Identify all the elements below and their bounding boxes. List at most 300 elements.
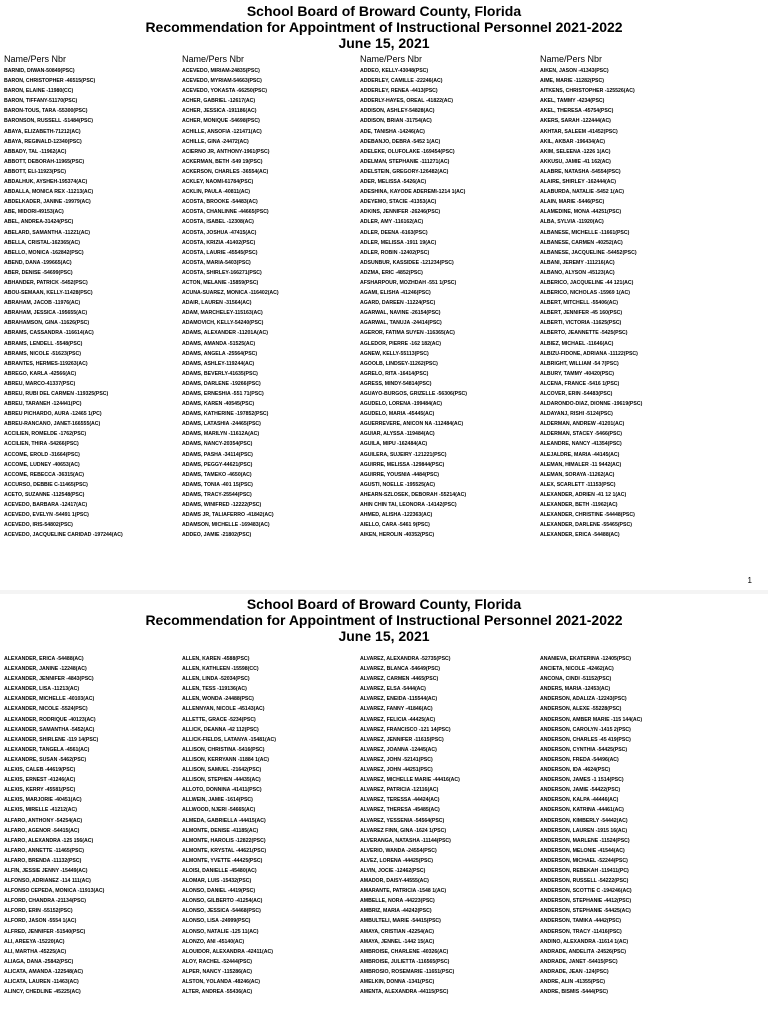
list-item: AMARANTE, PATRICIA -1548 1(AC) (360, 888, 447, 895)
list-item: ANDERSON, MICHAEL -52244(PSC) (540, 857, 628, 864)
list-item: ACOSTA, MARIA-5403(PSC) (182, 259, 251, 266)
list-item: AGNEW, KELLY-55113(PSC) (360, 350, 429, 357)
list-item: ADDISON, BRIAN -31754(AC) (360, 118, 432, 125)
list-item: ALONZO, ANI -45140(AC) (182, 938, 245, 945)
list-item: ALEJALDRE, MARIA -44145(AC) (540, 451, 620, 458)
list-item: ACHER, MONIQUE -54698(PSC) (182, 118, 260, 125)
list-item: ALMONTE, HAROLIS -12822(PSC) (182, 837, 266, 844)
list-item: ABRAHAM, JESSICA -195655(AC) (4, 310, 88, 317)
list-item: ADAIR, LAUREN -31564(AC) (182, 300, 252, 307)
list-item: ACKLEY, NAOMI-61784(PSC) (182, 179, 254, 186)
list-item: ABOU-SEMAAN, KELLY-11428(PSC) (4, 290, 93, 297)
list-item: AMBROISE, CHARLENE -40326(AC) (360, 948, 449, 955)
list-item: ALVAREZ, ALEXANDRA -52735(PSC) (360, 656, 451, 662)
name-column (4, 654, 184, 997)
list-item: ADZMA, ERIC -4852(PSC) (360, 269, 423, 276)
list-item: AIKEN, HEROLIN -40352(PSC) (360, 532, 435, 539)
list-item: AIME, MARIE -11282(PSC) (540, 78, 604, 85)
list-item: ANDERSON, CAROLYN -1415 2(PSC) (540, 726, 631, 733)
document-date: June 15, 2021 (338, 628, 430, 644)
list-item: ALI, MARTHA -45225(AC) (4, 948, 67, 955)
list-item: ALFARO, ALEXANDRA -125 156(AC) (4, 837, 94, 844)
list-item: ALVAREZ, JOHN -52141(PSC) (360, 756, 433, 763)
list-item: ABHANDER, PATRICK -5452(PSC) (4, 279, 88, 286)
list-item: ALOUIDOR, ALEXANDRA -42411(AC) (182, 948, 273, 955)
list-item: ACKLIN, PAULA -40811(AC) (182, 189, 251, 196)
column-headers (0, 54, 768, 66)
list-item: ALONSO, JESSICA -54468(PSC) (182, 908, 261, 915)
list-item: ANDERSON, JAMIE -54422(PSC) (540, 787, 621, 794)
name-column (4, 66, 184, 540)
list-item: ACOSTA, ISABEL -12308(AC) (182, 219, 254, 226)
list-item: ALLICK-FIELDS, LATANYA -15481(AC) (182, 736, 276, 743)
list-item: ADAMS, PEGGY-44621(PSC) (182, 461, 253, 468)
list-item: ANDRE, BISMIS -5444(PSC) (540, 989, 609, 996)
list-item: ALEANDRE, NANCY -41354(PSC) (540, 441, 622, 448)
list-item: ANDERSON, CHARLES -45 419(PSC) (540, 736, 631, 743)
name-column (360, 654, 540, 997)
list-item: ALLEN, KATHLEEN -15598(CC) (182, 666, 259, 673)
list-item: BARON, ELAINE -11980(CC) (4, 88, 74, 95)
list-item: ANDERSON, ALEXE -55228(PSC) (540, 706, 622, 713)
name-column (540, 654, 720, 997)
list-item: ALBANI, JEREMY -111216(AC) (540, 259, 615, 266)
list-item: ALMONTE, KRYSTAL -44621(PSC) (182, 847, 267, 854)
list-item: ALEXANDER, DARLENE -55465(PSC) (540, 522, 632, 529)
list-item: ABDALHUK, AYSHEH-195374(AC) (4, 179, 88, 186)
list-item: ACOSTA, CHANLINNE -44665(PSC) (182, 209, 269, 216)
board-name: School Board of Broward County, Florida (246, 596, 522, 612)
column-header: Name/Pers Nbr (360, 54, 423, 64)
list-item: ALEXIS, MARJORIE -40451(AC) (4, 797, 82, 804)
list-item: AGOOLB, LINDSEY-11262(PSC) (360, 360, 438, 367)
list-item: ALVAREZ, JOHN -44251(PSC) (360, 767, 433, 774)
list-item: ACCOME, EROLD -31664(PSC) (4, 451, 80, 458)
list-item: ANDERSON, STEPHANIE -54425(AC) (540, 908, 631, 915)
list-item: AMADOR, DAISY-44555(AC) (360, 878, 429, 885)
list-item: ACOSTA, KRIZIA -41402(PSC) (182, 239, 256, 246)
list-item: ALLICK, DEANNA -42 112(PSC) (182, 726, 259, 733)
list-item: ACEVEDO, IRIS-54802(PSC) (4, 522, 73, 529)
list-item: ANDERSON, FREDA -54496(AC) (540, 756, 619, 763)
list-item: ANDERSON, KIMBERLY -54442(AC) (540, 817, 628, 824)
list-item: ALONSO, GILBERTO -41254(AC) (182, 898, 263, 905)
list-item: ALINCY, CHEDLINE -45225(AC) (4, 989, 81, 996)
document-title: Recommendation for Appointment of Instructional Personnel 2021-2022 (145, 19, 623, 35)
list-item: ALBERT, JENNIFER -45 160(PSC) (540, 310, 623, 317)
list-item: AGEROR, FATIMA SUYEN -116365(AC) (360, 330, 455, 337)
list-item: ABAYA, REGINALD-12340(PSC) (4, 138, 82, 145)
list-item: ALEXIS, KERRY -45581(PSC) (4, 787, 76, 794)
list-item: AITKENS, CHRISTOPHER -125526(AC) (540, 88, 635, 95)
list-item: ANDINO, ALEXANDRA -11614 1(AC) (540, 938, 629, 945)
list-item: ALVEZ, LORENA -44425(PSC) (360, 857, 433, 864)
list-item: ALFIN, JESSIE JENNY -15449(AC) (4, 867, 88, 874)
list-item: ADAMS, WINIFRED -12222(PSC) (182, 502, 262, 509)
list-item: ADKINS, JENNIFER -26246(PSC) (360, 209, 441, 216)
list-item: AGUIAR, ALYSSA -119484(AC) (360, 431, 435, 438)
list-item: ADLER, MELISSA -1911 19(AC) (360, 239, 437, 246)
list-item: ALOY, RACHEL -52444(PSC) (182, 958, 252, 965)
list-item: ABREGO, KARLA -42566(AC) (4, 370, 77, 377)
list-item: AGUIRRE, MELISSA -129844(PSC) (360, 461, 445, 468)
list-item: ALEXANDER, LISA -11213(AC) (4, 686, 80, 693)
list-item: ACHER, JESSICA -191186(AC) (182, 108, 257, 115)
list-item: ALBIZU-FIDONE, ADRIANA -11122(PSC) (540, 350, 638, 357)
list-item: AHMED, ALISHA -122363(AC) (360, 512, 433, 519)
list-item: ALBANESE, CARMEN -40252(AC) (540, 239, 623, 246)
list-item: ALICATA, AMANDA -122548(AC) (4, 968, 83, 975)
list-item: ALVAREZ, ENEIDA -115544(AC) (360, 696, 438, 703)
list-item: ALOMAR, LUIS -15432(PSC) (182, 878, 252, 885)
list-item: ANDRADE, ANDELITA -24526(PSC) (540, 948, 626, 955)
list-item: ALDERMAN, ANDREW -41201(AC) (540, 421, 625, 428)
list-item: ALEX, SCARLETT -11153(PSC) (540, 481, 616, 488)
list-item: ALVAREZ, YESSENIA -54564(PSC) (360, 817, 445, 824)
list-item: ALFRED, JENNIFER -51540(PSC) (4, 928, 86, 935)
list-item: ABRAMS, NICOLE -51623(PSC) (4, 350, 81, 357)
list-item: ALIAGA, DANA -25842(PSC) (4, 958, 74, 965)
list-item: ALVERIO, WANDA -24554(PSC) (360, 847, 437, 854)
list-item: AMELKIN, DONNA -1341(PSC) (360, 979, 435, 985)
list-item: ALOISI, DANIELLE -45480(AC) (182, 867, 257, 874)
list-item: ACOSTA, LAURIE -45545(PSC) (182, 249, 258, 256)
list-item: ALVERANGA, NATASHA -11144(PSC) (360, 837, 451, 844)
list-item: ACCILIEN, ROMELDE -1762(PSC) (4, 431, 87, 438)
page-title-block (0, 0, 768, 51)
list-item: ABRAHAM, JACOB -11976(AC) (4, 300, 81, 307)
list-item: ALFARO, ANTHONY -54254(AC) (4, 817, 83, 824)
list-item: ALABURDA, NATALIE -5452 1(AC) (540, 189, 624, 196)
list-item: ABBADY, TAL -11962(AC) (4, 148, 67, 155)
list-item: AKIL, AKBAR -196434(AC) (540, 138, 605, 145)
list-item: ANDRADE, JEAN -124(PSC) (540, 968, 609, 975)
list-item: AGRELO, RITA -16414(PSC) (360, 370, 429, 377)
list-item: ALEXANDER, TANGELA -4561(AC) (4, 746, 90, 753)
list-item: ALVIN, JOCIE -12462(PSC) (360, 867, 426, 874)
list-item: AGUDELO, MARIA -45445(AC) (360, 411, 435, 418)
column-header: Name/Pers Nbr (4, 54, 67, 64)
list-item: ALEXANDER, RODRIQUE -40123(AC) (4, 716, 96, 723)
list-item: ALLOTO, DONNINA -41411(PSC) (182, 787, 262, 794)
list-item: ALEXANDER, NICOLE -5524(PSC) (4, 706, 88, 713)
list-item: ALEMAN, SORAYA -11262(AC) (540, 471, 615, 478)
list-item: ALONSO, DANIEL -4419(PSC) (182, 888, 256, 895)
list-item: ALI, AREEYA -15220(AC) (4, 938, 65, 945)
list-item: ALAIRE, SHIRLEY -162444(AC) (540, 179, 617, 186)
list-item: ADAMS, TONIA -401 15(PSC) (182, 481, 253, 488)
name-column (182, 66, 362, 540)
list-item: ABRANTES, HERMES-119263(AC) (4, 360, 88, 367)
list-item: ABREU, TARANEH -124441(PC) (4, 401, 82, 408)
list-item: ALONSO, LISA -24999(PSC) (182, 918, 251, 925)
list-item: ALEXIS, CALEB -44619(PSC) (4, 767, 76, 774)
list-item: ABE, MIDORI-49153(AC) (4, 209, 64, 216)
list-item: ALVAREZ, CARMEN -4465(PSC) (360, 676, 439, 683)
list-item: AIELLO, CARA -5461 9(PSC) (360, 522, 430, 529)
list-item: ALVAREZ, FELICIA -44425(AC) (360, 716, 436, 723)
list-item: ACHILLE, GINA -24472(AC) (182, 138, 249, 145)
list-item: ALMONTE, YVETTE -44425(PSC) (182, 857, 263, 864)
list-item: ALEXANDER, CHRISTINE -54448(PSC) (540, 512, 635, 519)
list-item: ADDERLEY, CAMILLE -22246(AC) (360, 78, 443, 85)
list-item: ACCOME, REBECCA -36315(AC) (4, 471, 84, 478)
list-item: ADDEO, KELLY-43048(PSC) (360, 68, 429, 74)
list-item: AGLEDOR, PIERRE -162 182(AC) (360, 340, 442, 347)
list-item: ALVAREZ, FRANCISCO -121 14(PSC) (360, 726, 451, 733)
list-item: ACOSTA, SHIRLEY-166271(PSC) (182, 269, 262, 276)
list-item: AGUIRRE, YOUSNIA -4484(PSC) (360, 471, 439, 478)
list-item: ACETO, SUZANNE -112548(PSC) (4, 491, 85, 498)
list-item: ALEXANDER, SAMANTHA -5452(AC) (4, 726, 95, 733)
list-item: ALFORD, ERIN -55152(PSC) (4, 908, 73, 915)
list-item: AGUSTI, NOELLE -195525(AC) (360, 481, 435, 488)
list-item: AGARWAL, NAVINE -26154(PSC) (360, 310, 441, 317)
list-item: ALLISON, SAMUEL -21642(PSC) (182, 767, 262, 774)
list-item: ADAMS, TRACY-25544(PSC) (182, 491, 252, 498)
name-column (360, 66, 540, 540)
list-item: ALEXANDER, BETH -11962(AC) (540, 502, 618, 509)
list-item: AMBROSIO, ROSEMARIE -11651(PSC) (360, 968, 455, 975)
list-item: ALBERICO, JACQUELINE -44 121(AC) (540, 279, 634, 286)
list-item: ACEVEDO, MYRIAM-54663(PSC) (182, 78, 262, 85)
list-item: AHEARN-SZLOSEK, DEBORAH -55214(AC) (360, 491, 467, 498)
list-item: AIKEN, JASON -41343(PSC) (540, 68, 609, 74)
board-name: School Board of Broward County, Florida (246, 3, 522, 19)
list-item: AGAMI, ELISHA -41246(PSC) (360, 290, 431, 297)
list-item: ACOSTA, BROOKE -54483(AC) (182, 199, 258, 206)
list-item: ADLER, DEENA -6163(PSC) (360, 229, 428, 236)
list-item: ALFORD, CHANDRA -21134(PSC) (4, 898, 86, 905)
list-item: ALVAREZ, FANNY -41846(AC) (360, 706, 433, 713)
list-item: AGUAYO-BURGOS, GRIZELLE -56306(PSC) (360, 391, 468, 397)
list-item: ALABRE, NATASHA -54554(PSC) (540, 168, 621, 175)
list-item: AMAYA, CRISTIAN -42254(AC) (360, 928, 434, 935)
list-item: ALLEN, LINDA -52034(PSC) (182, 676, 250, 683)
list-item: ALVAREZ, ELSA -5444(AC) (360, 686, 426, 693)
list-item: ALONSO, NATALIE -125 11(AC) (182, 928, 259, 935)
list-item: ADAMS, ALEXANDER -11201A(AC) (182, 330, 268, 337)
document-title: Recommendation for Appointment of Instructional Personnel 2021-2022 (145, 612, 623, 628)
list-item: ANDERSON, KATRINA -44461(AC) (540, 807, 624, 814)
list-item: ABER, DENISE -54699(PSC) (4, 269, 73, 276)
list-item: ADER, MELISSA -5426(AC) (360, 179, 427, 186)
list-item: ADE, TANISHA -14246(AC) (360, 128, 425, 135)
list-item: ALEXANDER, MICHELLE -40103(AC) (4, 696, 95, 703)
list-item: ALBANO, ALYSON -45123(AC) (540, 269, 615, 276)
list-item: ALVAREZ, BLANCA -54649(PSC) (360, 666, 441, 673)
list-item: ANDERSON, SCOTTIE C -194246(AC) (540, 888, 632, 895)
list-item: ANDERSON, IDA -4624(PSC) (540, 767, 611, 774)
list-item: ALLWEIN, JAMIE -1614(PSC) (182, 797, 253, 804)
list-item: ANDERSON, KALPA -44446(AC) (540, 797, 619, 804)
column-header: Name/Pers Nbr (540, 54, 603, 64)
list-item: ALSTON, YOLANDA -48246(AC) (182, 979, 261, 985)
list-item: ACHILLE, ANSOFIA -121471(AC) (182, 128, 262, 135)
list-item: AGUILA, MIPU -162484(AC) (360, 441, 428, 448)
list-item: ABBOTT, ELI-11923(PSC) (4, 168, 66, 175)
list-item: ALBERTI, VICTORIA -11625(PSC) (540, 320, 622, 327)
list-item: ADAMS, ASHLEY-119244(AC) (182, 360, 255, 367)
list-item: ADAMS, ERNESHIA -551 71(PSC) (182, 391, 264, 397)
list-item: ABRAHAMSON, GINA -11626(PSC) (4, 320, 90, 327)
list-item: ADELSTEIN, GREGORY-126482(AC) (360, 168, 449, 175)
list-item: ALEXANDER, JENNIFER -4843(PSC) (4, 676, 94, 683)
list-item: ALVAREZ, JENNIFER -11615(PSC) (360, 736, 444, 743)
list-item: ADAMS, NANCY-20354(PSC) (182, 441, 253, 448)
list-item: ALLEN, TESS -119136(AC) (182, 686, 247, 693)
list-item: ABEL, ANDREA-31424(PSC) (4, 219, 74, 226)
list-item: ANDRE, ALIN -41355(PSC) (540, 979, 605, 985)
list-item: ALLWOOD, NJERI -54665(AC) (182, 807, 256, 814)
list-item: ALDERMAN, STACEY -5466(PSC) (540, 431, 622, 438)
list-item: ALAIN, MARIE -5446(PSC) (540, 199, 605, 206)
list-item: AFSHARPOUR, MOZHDAH -551 1(PSC) (360, 279, 457, 286)
list-item: ALTER, ANDREA -55436(AC) (182, 989, 253, 996)
list-item: ALFARO, BRENDA -11132(PSC) (4, 857, 82, 864)
list-item: ALBERICO, NICHOLAS -15969 1(AC) (540, 290, 630, 297)
list-item: ANDERSON, RUSSELL -54222(PSC) (540, 878, 629, 885)
list-item: ADELMAN, STEPHANIE -111271(AC) (360, 158, 450, 165)
list-item: ACCURSO, DEBBIE C-11465(PSC) (4, 481, 88, 488)
list-item: ADAMOVICH, KELLY-54240(PSC) (182, 320, 264, 327)
list-item: ALVAREZ FINN, GINA -1624 1(PSC) (360, 827, 447, 834)
list-item: ACEVEDO, JACQUELINE CARIDAD -197244(AC) (4, 532, 123, 539)
list-item: ALFONSO CEPEDA, MONICA -11913(AC) (4, 888, 105, 895)
list-item: ADEYEMO, STACIE -41353(AC) (360, 199, 437, 206)
list-item: ALBERT, MITCHELL -55406(AC) (540, 300, 619, 307)
list-item: ANCIETA, NICOLE -42462(AC) (540, 666, 614, 673)
list-item: AKKUSU, JAMIE -41 162(AC) (540, 158, 611, 165)
name-column (540, 66, 720, 540)
list-item: ANDERSON, CYNTHIA -54425(PSC) (540, 746, 628, 753)
list-item: ALEXIS, MIRELLE -41212(AC) (4, 807, 77, 814)
list-item: BARON, TIFFANY-51170(PSC) (4, 98, 78, 105)
list-item: ABREU, RUBI DEL CARMEN -119325(PSC) (4, 391, 109, 397)
list-item: AMENTA, ALEXANDRA -44115(PSC) (360, 989, 449, 996)
list-item: AGUDELO, LORENA -199484(AC) (360, 401, 442, 408)
list-item: ALVAREZ, PATRICIA -12116(AC) (360, 787, 439, 794)
list-item: ACEVEDO, EVELYN -54491 1(PSC) (4, 512, 89, 519)
list-item: ABELARD, SAMANTHA -11221(AC) (4, 229, 90, 236)
list-item: ALFARO, ANNETTE -11465(PSC) (4, 847, 84, 854)
list-item: AMBRIZ, MARIA -44242(PSC) (360, 908, 432, 915)
list-item: AKHTAR, SALEEM -41452(PSC) (540, 128, 618, 135)
list-item: AMBULTELI, MARIE -54415(PSC) (360, 918, 441, 925)
list-item: ABEND, DANA -199665(AC) (4, 259, 72, 266)
list-item: ABBOTT, DEBORAH-11965(PSC) (4, 158, 85, 165)
list-item: ALBRIGHT, WILLIAM -54 7(PSC) (540, 360, 619, 367)
list-item: ABAYA, ELIZABETH-71212(AC) (4, 128, 81, 135)
list-item: ADLER, AMY -116162(AC) (360, 219, 424, 226)
list-item: ADAMS, BEVERLY-41635(PSC) (182, 370, 258, 377)
list-item: ALFORD, JASON -5554 1(AC) (4, 918, 77, 925)
list-item: ACOSTA, JOSHUA -47415(AC) (182, 229, 257, 236)
list-item: ANDERSON, JAMES -1 1514(PSC) (540, 777, 624, 784)
list-item: ANDERSON, TAMIKA -4442(PSC) (540, 918, 621, 925)
list-item: ALPER, NANCY -115286(AC) (182, 968, 252, 975)
list-item: ALCOVER, ERIN -54483(PSC) (540, 391, 613, 397)
list-item: ALBERTO, JEANNETTE -5425(PSC) (540, 330, 628, 337)
name-column (182, 654, 362, 997)
list-item: ACCILIEN, THIRA -54266(PSC) (4, 441, 79, 448)
list-item: ALEXANDRE, SUSAN -5462(PSC) (4, 756, 87, 763)
list-item: AGARD, DAREEN -11224(PSC) (360, 300, 436, 307)
list-item: AKERS, SARAH -122444(AC) (540, 118, 611, 125)
list-item: ADAMS, ANGELA -25564(PSC) (182, 350, 258, 357)
list-item: AMAYA, JENNEL -1442 15(AC) (360, 938, 435, 945)
list-item: ANDERSON, AMBER MARIE -115 144(AC) (540, 716, 643, 723)
list-item: ALLISON, KERRYANN -11884 1(AC) (182, 756, 269, 763)
list-item: AMBROISE, JULIETTA -116565(PSC) (360, 958, 450, 965)
list-item: AKIM, SELEENA -1226 1(AC) (540, 148, 611, 155)
list-item: ACUNA-SUAREZ, MONICA -116402(AC) (182, 290, 279, 297)
list-item: ALBANESE, JACQUELINE -54452(PSC) (540, 249, 637, 256)
list-item: ABDALLA, MONICA REX -11213(AC) (4, 189, 94, 196)
list-item: ALEXANDER, SHIRLENE -119 14(PSC) (4, 736, 99, 743)
list-item: ADAMS, MARILYN -11612A(AC) (182, 431, 260, 438)
list-item: ABREU, MARCO-41337(PSC) (4, 380, 76, 387)
list-item: ALEXANDER, ERICA -54488(AC) (540, 532, 620, 539)
list-item: ANANIEVA, EKATERINA -12405(PSC) (540, 656, 631, 662)
list-item: ACIERNO JR, ANTHONY-1961(PSC) (182, 148, 270, 155)
list-item: ANDERSON, TRACY -11416(PSC) (540, 928, 622, 935)
list-item: ABRAMS, CASSANDRA -116614(AC) (4, 330, 94, 337)
list-item: ANDERSON, LAUREN -1915 16(AC) (540, 827, 628, 834)
list-item: ALVAREZ, MICHELLE MARIE -44416(AC) (360, 777, 460, 784)
list-item: ALBURY, TAMMY -40420(PSC) (540, 370, 614, 377)
list-item: BARONSON, RUSSELL -51484(PSC) (4, 118, 93, 125)
list-item: ACHER, GABRIEL -12617(AC) (182, 98, 256, 105)
list-item: ABDELKADER, JANINE -19979(AC) (4, 199, 91, 206)
list-item: ALBIEZ, MICHAEL -11646(AC) (540, 340, 614, 347)
list-item: ALLETTE, GRACE -5234(PSC) (182, 716, 256, 723)
list-item: ADAMSON, MICHELLE -169483(AC) (182, 522, 270, 529)
list-item: ADAMS, KATHERINE -197852(PSC) (182, 411, 269, 418)
list-item: ACEVEDO, BARBARA -12417(AC) (4, 502, 88, 509)
list-item: AKEL, TAMMY -4234(PSC) (540, 98, 605, 105)
list-item: ALLISON, STEPHEN -44435(AC) (182, 777, 261, 784)
list-item: ADDEO, JAMIE -21802(PSC) (182, 532, 252, 539)
list-item: ABREU-RANCANO, JANET-166555(AC) (4, 421, 101, 428)
list-item: ALVAREZ, TERESSA -44424(AC) (360, 797, 440, 804)
list-item: ANDRADE, JANET -54415(PSC) (540, 958, 618, 965)
list-item: ACEVEDO, MIRIAM-24835(PSC) (182, 68, 260, 74)
list-item: ALVAREZ, THERESA -45485(AC) (360, 807, 440, 814)
list-item: ALMEDA, GABRIELLA -44415(AC) (182, 817, 266, 824)
list-item: AGUILERA, SUJEIRY -121221(PSC) (360, 451, 447, 458)
list-item: AGUERREVERE, ANICON NA -112484(AC) (360, 421, 464, 428)
list-item: AHIN CHIN TAI, LEONORA -14142(PSC) (360, 502, 457, 509)
column-header: Name/Pers Nbr (182, 54, 245, 64)
list-item: ALEMAN, HIMALER -11 9442(AC) (540, 461, 622, 468)
list-item: ACTON, MELANIE -15859(PSC) (182, 279, 259, 286)
list-item: ALLENNYAN, NICOLE -45143(AC) (182, 706, 265, 713)
list-item: ANDERSON, MELONIE -41544(AC) (540, 847, 625, 854)
list-item: ADDERLEY, RENEA -4413(PSC) (360, 88, 438, 95)
list-item: ADAMS, TAMEKO -4650(AC) (182, 471, 252, 478)
list-item: ALLISON, CHRISTINA -5416(PSC) (182, 746, 265, 753)
list-item: ALDAYANJ, RISHI -5124(PSC) (540, 411, 613, 418)
list-item: ALFARO, AGENOR -54415(AC) (4, 827, 80, 834)
list-item: ABREU PICHARDO, AURA -12465 1(PC) (4, 411, 102, 418)
page-number: 1 (747, 576, 752, 585)
list-item: ACCOME, LUDNEY -40653(AC) (4, 461, 80, 468)
document-date: June 15, 2021 (338, 35, 430, 51)
page-title-block (0, 594, 768, 644)
list-item: ALFONSO, ADRIANEZ -114 111(AC) (4, 878, 91, 885)
list-item: BARON-TOUS, TARA -55300(PSC) (4, 108, 88, 115)
